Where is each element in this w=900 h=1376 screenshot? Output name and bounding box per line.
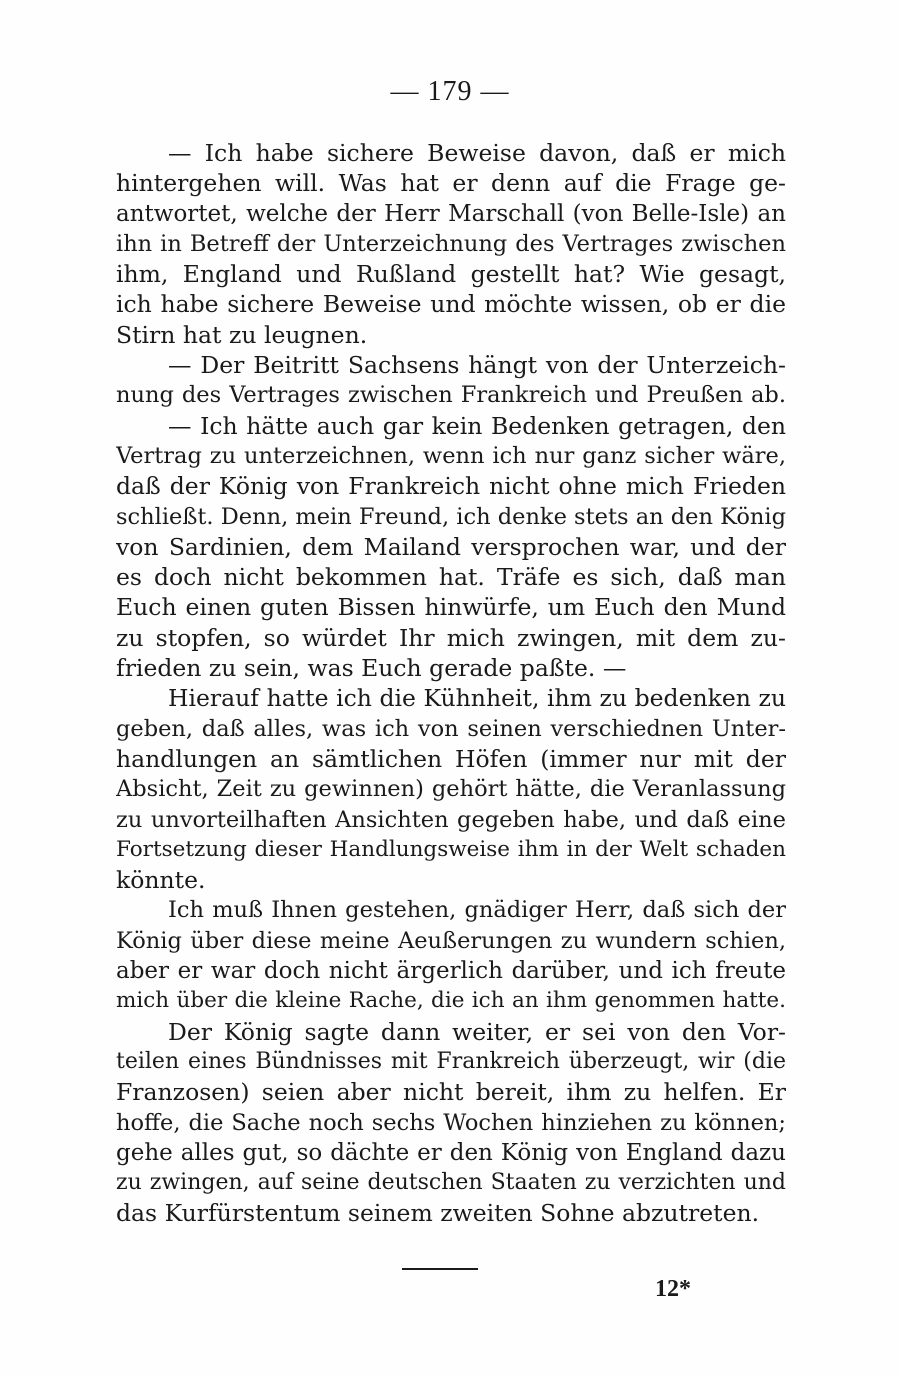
body-text — [116, 138, 786, 1229]
text-line: zu zwingen, auf seine deutschen Staaten zu verzichten und — [116, 1170, 786, 1196]
text-line: ihn in Betreff der Unterzeichnung des Vertrages zwischen — [116, 230, 786, 257]
text-line: — Ich habe sichere Beweise davon, daß er mich — [168, 139, 786, 167]
text-line: Stirn hat zu leugnen. — [116, 320, 368, 349]
text-line: Fortsetzung dieser Handlungsweise ihm in der Welt schaden — [116, 836, 786, 862]
text-line: schließt. Denn, mein Freund, ich denke stets an den König — [116, 503, 786, 530]
text-line: ich habe sichere Beweise und möchte wissen, ob er die — [116, 290, 786, 319]
text-line: Ich muß Ihnen gestehen, gnädiger Herr, daß sich der — [168, 897, 786, 924]
text-line: hintergehen will. Was hat er denn auf die Frage ge- — [116, 169, 786, 198]
text-line: Franzosen) seien aber nicht bereit, ihm zu helfen. Er — [116, 1078, 786, 1107]
text-line: ihm, England und Rußland gestellt hat? Wie gesagt, — [116, 260, 786, 289]
text-line: daß der König von Frankreich nicht ohne mich Frieden — [116, 472, 786, 501]
text-line: König über diese meine Aeußerungen zu wundern schien, — [116, 927, 786, 954]
text-line: hoffe, die Sache noch sechs Wochen hinziehen zu können; — [116, 1109, 786, 1136]
text-line: mich über die kleine Rache, die ich an ihm genommen hatte. — [116, 988, 786, 1014]
page-number: — 179 — — [390, 76, 510, 107]
text-line: von Sardinien, dem Mailand versprochen war, und der — [116, 532, 786, 561]
text-line: frieden zu sein, was Euch gerade paßte. — — [116, 654, 627, 683]
divider-rule — [402, 1268, 478, 1270]
text-line: es doch nicht bekommen hat. Träfe es sich, daß man — [116, 563, 786, 592]
text-line: Der König sagte dann weiter, er sei von den Vor- — [168, 1017, 786, 1046]
text-line: Euch einen guten Bissen hinwürfe, um Euch den Mund — [116, 593, 786, 622]
text-line: — Der Beitritt Sachsens hängt von der Unterzeich- — [168, 351, 786, 380]
text-line: Absicht, Zeit zu gewinnen) gehört hätte, die Veranlassung — [116, 776, 786, 803]
text-line: handlungen an sämtlichen Höfen (immer nur mit der — [116, 744, 786, 773]
text-line: geben, daß alles, was ich von seinen verschiednen Unter- — [116, 715, 786, 742]
text-line: nung des Vertrages zwischen Frankreich und Preußen ab. — [116, 382, 786, 409]
text-line: aber er war doch nicht ärgerlich darüber, und ich freute — [116, 958, 786, 985]
text-line: gehe alles gut, so dächte er den König von England dazu — [116, 1139, 786, 1166]
text-line: Vertrag zu unterzeichnen, wenn ich nur ganz sicher wäre, — [116, 442, 786, 469]
signature-mark: 12* — [655, 1276, 691, 1302]
text-line: Hierauf hatte ich die Kühnheit, ihm zu bedenken zu — [168, 684, 786, 713]
text-line: das Kurfürstentum seinem zweiten Sohne abzutreten. — [116, 1199, 760, 1228]
text-line: antwortet, welche der Herr Marschall (von Belle-Isle) an — [116, 200, 786, 227]
text-line: zu unvorteilhaften Ansichten gegeben habe, und daß eine — [116, 806, 786, 833]
text-line: teilen eines Bündnisses mit Frankreich überzeugt, wir (die — [116, 1048, 786, 1074]
text-line: könnte. — [116, 866, 206, 895]
text-line: — Ich hätte auch gar kein Bedenken getragen, den — [168, 411, 786, 440]
text-line: zu stopfen, so würdet Ihr mich zwingen, mit dem zu- — [116, 623, 786, 652]
